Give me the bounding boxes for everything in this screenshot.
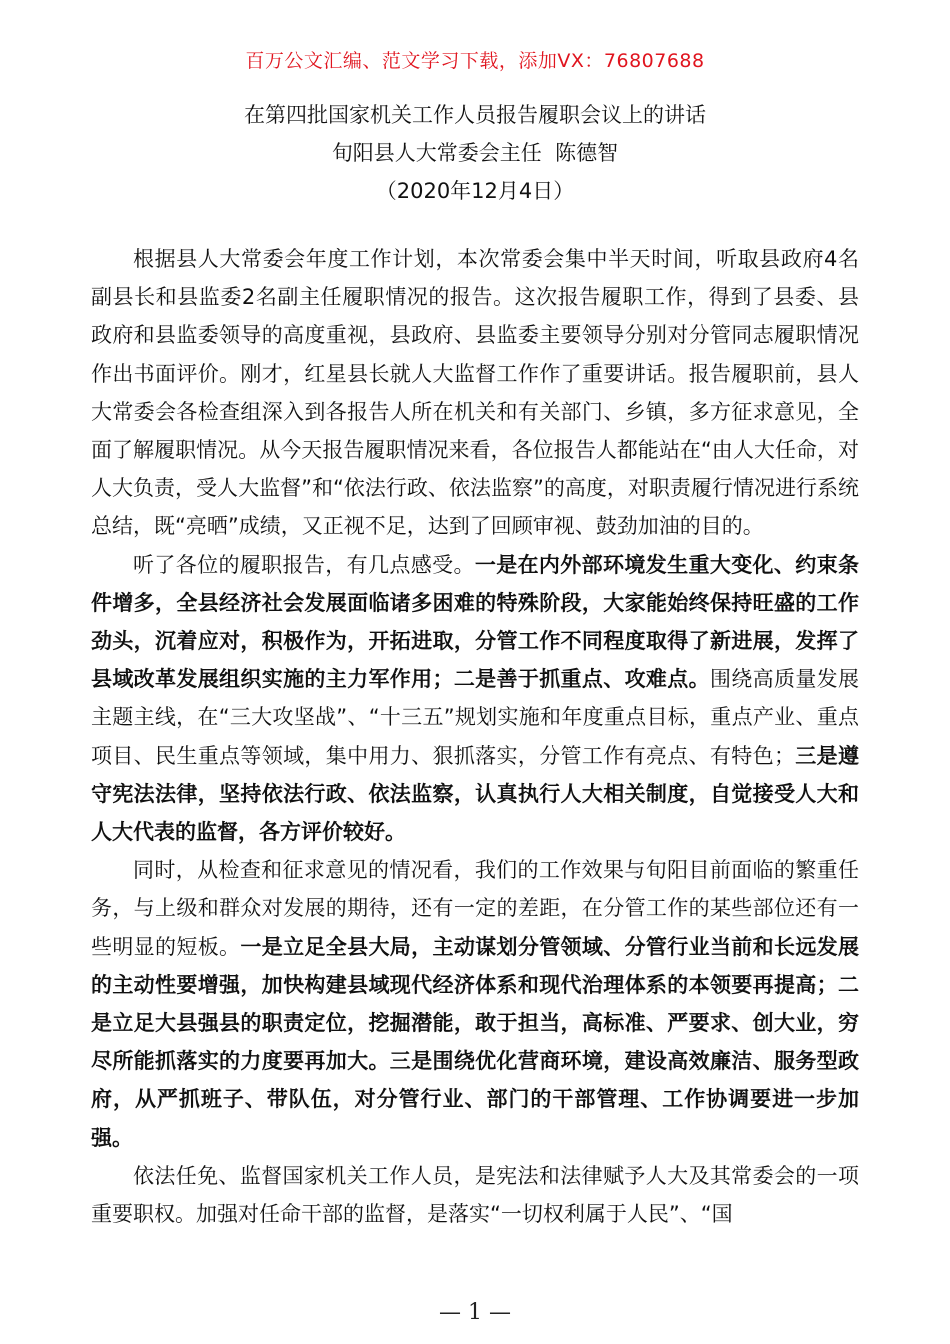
text-segment: 依法任免、监督国家机关工作人员，是宪法和法律赋予人大及其常委会的一项重要职权。加强对任命干部的监督，是落实“一切权利属于人民”、“国	[91, 1163, 859, 1227]
document-body	[91, 240, 859, 1233]
speech-title: 在第四批国家机关工作人员报告履职会议上的讲话	[244, 103, 706, 127]
bold-text-segment: 一是立足全县大局，主动谋划分管领域、分管行业当前和长远发展的主动性要增强，加快构建县域现代经济体系和现代治理体系的本领要再提高；二是立足大县强县的职责定位，挖掘潜能，敢于担当，高标准、严要求、创大业，穷尽所能抓落实的力度要再加大。三是围绕优化营商环境，建设高效廉洁、服务型政府，从严抓班子、带队伍，对分管行业、部门的干部管理、工作协调要进一步加强。	[91, 934, 860, 1150]
paragraph-4	[91, 1157, 859, 1233]
text-segment: 听了各位的履职报告，有几点感受。	[133, 552, 475, 577]
paragraph-3	[91, 851, 859, 1157]
bold-text-segment: 三是遵守宪法法律，坚持依法行政、依法监察，认真执行人大相关制度，自觉接受人大和人大代表的监督，各方评价较好。	[91, 743, 859, 845]
text-segment: 同时，从检查和征求意见的情况看，我们的工作效果与旬阳目前面临的繁重任务，与上级和群众对发展的期待，还有一定的差距，在分管工作的某些部位还有一些明显的短板。	[91, 858, 859, 959]
title-block	[0, 96, 950, 210]
text-segment: 围绕高质量发展主题主线，在“三大攻坚战”、“十三五”规划实施和年度重点目标，重点产业、重点项目、民生重点等领域，集中用力、狠抓落实，分管工作有亮点、有特色；	[91, 667, 860, 768]
page-number: — 1 —	[439, 1300, 511, 1325]
watermark-banner: 百万公文汇编、范文学习下载，添加VX：76807688	[245, 50, 705, 72]
paragraph-2	[91, 546, 859, 852]
bold-text-segment: 一是在内外部环境发生重大变化、约束条件增多，全县经济社会发展面临诸多困难的特殊阶段，大家能始终保持旺盛的工作劲头，沉着应对，积极作为，开拓进取，分管工作不同程度取得了新进展，发挥了县域改革发展组织实施的主力军作用；二是善于抓重点、攻难点。	[91, 552, 860, 692]
speech-date: （2020年12月4日）	[375, 179, 575, 203]
paragraph-1	[91, 240, 859, 546]
speaker-line: 旬阳县人大常委会主任 陈德智	[331, 141, 619, 165]
text-segment: 根据县人大常委会年度工作计划，本次常委会集中半天时间，听取县政府4名副县长和县监委2名副主任履职情况的报告。这次报告履职工作，得到了县委、县政府和县监委领导的高度重视，县政府、县监委主要领导分别对分管同志履职情况作出书面评价。刚才，红星县长就人大监督工作作了重要讲话。报告履职前，县人大常委会各检查组深入到各报告人所在机关和有关部门、乡镇，多方征求意见，全面了解履职情况。从今天报告履职情况来看，各位报告人都能站在“由人大任命，对人大负责，受人大监督”和“依法行政、依法监察”的高度，对职责履行情况进行系统总结，既“亮晒”成绩，又正视不足，达到了回顾审视、鼓劲加油的目的。	[91, 247, 859, 539]
